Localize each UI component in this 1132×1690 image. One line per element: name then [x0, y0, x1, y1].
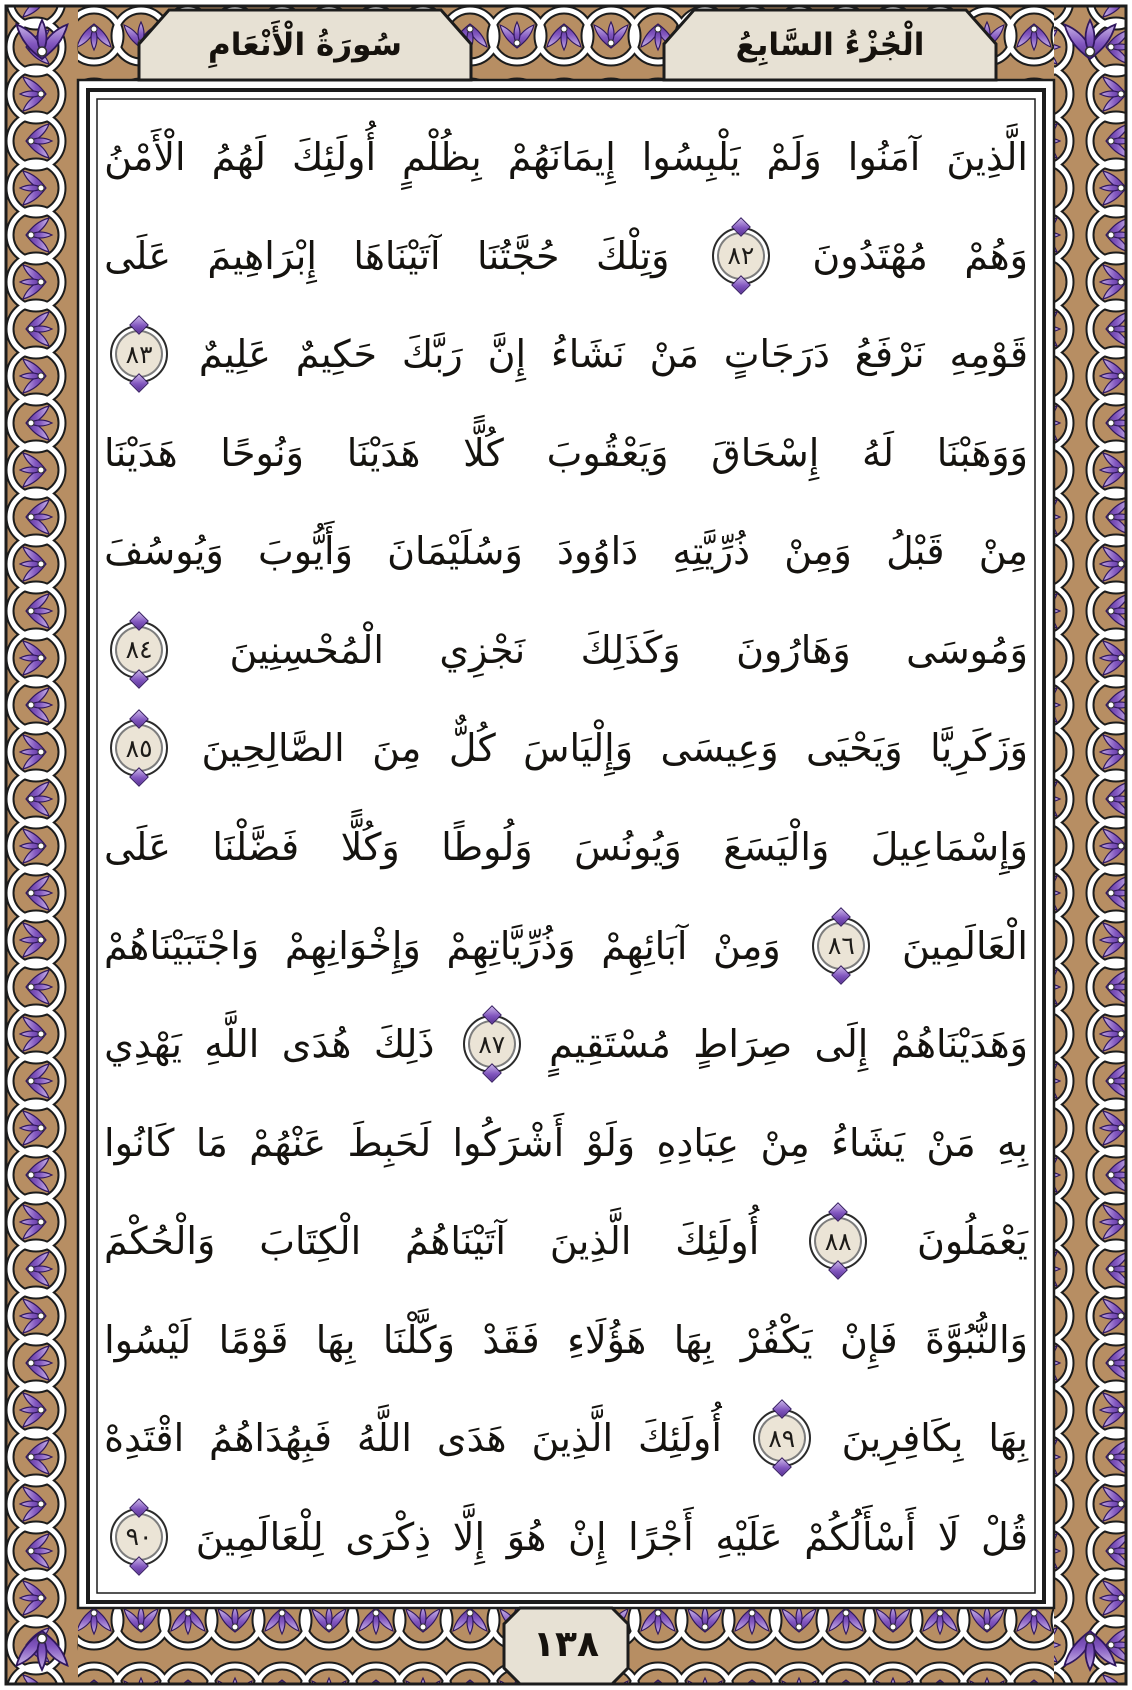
word: نَشَاءُ [550, 332, 625, 377]
word: بِهَا [988, 1416, 1028, 1461]
ayah-number: ٨٥ [125, 733, 153, 763]
word: قَوْمًا [218, 1317, 289, 1362]
word: مِنَ [372, 726, 422, 771]
word: إِلَّا [452, 1514, 486, 1559]
word: وَالْحُكْمَ [104, 1219, 216, 1264]
word: وَالْيَسَعَ [723, 824, 830, 869]
quran-text-area [104, 108, 1028, 1586]
word: هَدَى [436, 1416, 507, 1461]
word: عَنْهُمْ [249, 1120, 327, 1165]
ayah-number: ٨٦ [827, 931, 855, 961]
word: أُولَئِكَ [675, 1219, 760, 1264]
quran-line-7 [104, 699, 1028, 798]
quran-line-15 [104, 1487, 1028, 1586]
word: مُهْتَدُونَ [812, 233, 928, 278]
surah-header: سُورَةُ الْأَنْعَامِ [207, 27, 403, 63]
word: حَكِيمٌ [295, 332, 377, 377]
word: وَيُونُسَ [574, 824, 682, 869]
quran-line-3 [104, 305, 1028, 404]
ayah-number: ٨٤ [125, 635, 153, 665]
word: عَلَيْهِ [715, 1514, 783, 1559]
word: دَرَجَاتٍ [723, 332, 830, 377]
word: دَاوُودَ [557, 529, 639, 574]
word: مِنْ [978, 529, 1028, 574]
word: عَلِيمٌ [198, 332, 271, 377]
word: ذِكْرَى [345, 1514, 432, 1559]
word: هُوَ [506, 1514, 547, 1559]
word: وَإِلْيَاسَ [523, 726, 634, 771]
word: أَجْرًا [628, 1514, 694, 1559]
word: بِكَافِرِينَ [841, 1416, 964, 1461]
word: إِبْرَاهِيمَ [207, 233, 317, 278]
word: آتَيْنَاهُمُ [405, 1219, 506, 1264]
ayah-number: ٨٣ [125, 339, 153, 369]
quran-line-6 [104, 601, 1028, 700]
word: حُجَّتُنَا [477, 233, 560, 278]
quran-line-2 [104, 207, 1028, 306]
word: قَوْمِهِ [949, 332, 1028, 377]
ayah-marker-٨٣ [110, 325, 168, 383]
ayah-marker-٨٨ [809, 1212, 867, 1270]
word: فَضَّلْنَا [212, 824, 300, 869]
word: اللَّهُ [356, 1416, 412, 1461]
word: وَيَحْيَى [806, 726, 903, 771]
word: وَلَوْ [585, 1120, 636, 1165]
word: وَمُوسَى [906, 627, 1028, 672]
word: رَبَّكَ [401, 332, 463, 377]
word: قَبْلُ [886, 529, 945, 574]
word: وَلَمْ [766, 135, 822, 180]
word: الَّذِينَ [531, 1416, 614, 1461]
word: الْمُحْسِنِينَ [229, 627, 384, 672]
ayah-marker-٨٢ [712, 227, 770, 285]
word: وَيَعْقُوبَ [546, 430, 669, 475]
ayah-number: ٩٠ [125, 1522, 153, 1552]
word: إِسْحَاقَ [711, 430, 820, 475]
word: وَنُوحًا [220, 430, 305, 475]
word: بِهَا [315, 1317, 356, 1362]
quran-line-8 [104, 798, 1028, 897]
word: يَلْبِسُوا [641, 135, 741, 180]
word: وَعِيسَى [660, 726, 779, 771]
word: نَرْفَعُ [854, 332, 925, 377]
word: يَعْمَلُونَ [917, 1219, 1028, 1264]
word: الَّذِينَ [946, 135, 1028, 180]
quran-line-5 [104, 502, 1028, 601]
word: بِهِ [997, 1120, 1028, 1165]
quran-line-11 [104, 1093, 1028, 1192]
word: وَإِسْمَاعِيلَ [870, 824, 1028, 869]
word: لَا [937, 1514, 960, 1559]
ayah-number: ٨٩ [768, 1423, 796, 1453]
word: آمَنُوا [847, 135, 921, 180]
word: قُلْ [981, 1514, 1028, 1559]
word: مَنْ [926, 1120, 976, 1165]
quran-line-13 [104, 1290, 1028, 1389]
word: هَدَيْنَا [104, 430, 178, 475]
ayah-number: ٨٢ [727, 241, 755, 271]
word: وَهَارُونَ [736, 627, 851, 672]
ayah-marker-٨٩ [753, 1409, 811, 1467]
ayah-marker-٨٥ [110, 719, 168, 777]
word: اللَّهِ [204, 1022, 260, 1067]
word: أَشْرَكُوا [452, 1120, 565, 1165]
word: يَكْفُرْ [740, 1317, 813, 1362]
ayah-marker-٨٦ [812, 917, 870, 975]
word: هَدَيْنَا [346, 430, 421, 475]
word: إِنْ [568, 1514, 607, 1559]
word: كَانُوا [104, 1120, 175, 1165]
word: لَيْسُوا [104, 1317, 192, 1362]
word: وَمِنْ [713, 923, 781, 968]
word: وَإِخْوَانِهِمْ [284, 923, 421, 968]
word: آبَائِهِمْ [601, 923, 688, 968]
ayah-marker-٨٤ [110, 621, 168, 679]
word: وَوَهَبْنَا [936, 430, 1028, 475]
word: وَأَيُّوبَ [258, 529, 353, 574]
word: وَكُلًّا [340, 824, 400, 869]
word: عِبَادِهِ [656, 1120, 740, 1165]
word: وَتِلْكَ [595, 233, 670, 278]
word: يَشَاءُ [831, 1120, 906, 1165]
word: ذُرِّيَّتِهِ [672, 529, 751, 574]
ayah-number: ٨٨ [824, 1226, 852, 1256]
word: صِرَاطٍ [693, 1022, 793, 1067]
word: أُولَئِكَ [637, 1416, 722, 1461]
juz-header: الْجُزْءُ السَّابِعُ [735, 27, 925, 63]
word: الْعَالَمِينَ [902, 923, 1028, 968]
quran-line-12 [104, 1192, 1028, 1291]
ayah-number: ٨٧ [478, 1029, 506, 1059]
page-number: ١٣٨ [533, 1623, 599, 1665]
word: إِنَّ [487, 332, 527, 377]
word: كُلٌّ [448, 726, 496, 771]
word: وَيُوسُفَ [104, 529, 224, 574]
word: ذَلِكَ [373, 1022, 435, 1067]
word: آتَيْنَاهَا [353, 233, 441, 278]
word: الْكِتَابَ [259, 1219, 362, 1264]
word: عَلَى [104, 233, 171, 278]
word: الصَّالِحِينَ [201, 726, 345, 771]
word: فَإِنْ [839, 1317, 898, 1362]
word: أُولَئِكَ [292, 135, 377, 180]
word: أَسْأَلُكُمْ [804, 1514, 917, 1559]
word: وَكَّلْنَا [382, 1317, 455, 1362]
quran-line-4 [104, 404, 1028, 503]
word: هَؤُلَاءِ [567, 1317, 647, 1362]
border-band-right [1054, 6, 1126, 1684]
word: وَسُلَيْمَانَ [387, 529, 523, 574]
quran-line-1 [104, 108, 1028, 207]
word: فَبِهُدَاهُمُ [209, 1416, 333, 1461]
word: إِلَى [814, 1022, 869, 1067]
word: وَكَذَلِكَ [580, 627, 681, 672]
word: وَاجْتَبَيْنَاهُمْ [104, 923, 260, 968]
word: لِلْعَالَمِينَ [195, 1514, 324, 1559]
word: لَهُمُ [211, 135, 266, 180]
word: وَهَدَيْنَاهُمْ [890, 1022, 1028, 1067]
word: لَحَبِطَ [347, 1120, 432, 1165]
word: مَا [195, 1120, 228, 1165]
word: وَلُوطًا [441, 824, 533, 869]
word: عَلَى [104, 824, 171, 869]
word: وَهُمْ [964, 233, 1028, 278]
word: لَهُ [862, 430, 894, 475]
quran-line-9 [104, 896, 1028, 995]
word: كُلًّا [463, 430, 504, 475]
word: هُدَى [281, 1022, 352, 1067]
word: وَذُرِّيَّاتِهِمْ [446, 923, 576, 968]
word: إِيمَانَهُمْ [507, 135, 616, 180]
word: الْأَمْنُ [104, 135, 186, 180]
word: بِهَا [673, 1317, 714, 1362]
word: يَهْدِي [104, 1022, 182, 1067]
ayah-marker-٩٠ [110, 1508, 168, 1566]
word: الَّذِينَ [549, 1219, 632, 1264]
word: مُسْتَقِيمٍ [549, 1022, 671, 1067]
word: مَنْ [649, 332, 699, 377]
word: وَالنُّبُوَّةَ [925, 1317, 1028, 1362]
word: وَزَكَرِيَّا [930, 726, 1028, 771]
word: وَمِنْ [784, 529, 852, 574]
word: فَقَدْ [482, 1317, 540, 1362]
ayah-marker-٨٧ [463, 1015, 521, 1073]
word: بِظُلْمٍ [402, 135, 482, 180]
border-band-left [6, 6, 78, 1684]
word: مِنْ [760, 1120, 810, 1165]
quran-line-10 [104, 995, 1028, 1094]
word: اقْتَدِهْ [104, 1416, 185, 1461]
quran-line-14 [104, 1389, 1028, 1488]
word: نَجْزِي [439, 627, 526, 672]
